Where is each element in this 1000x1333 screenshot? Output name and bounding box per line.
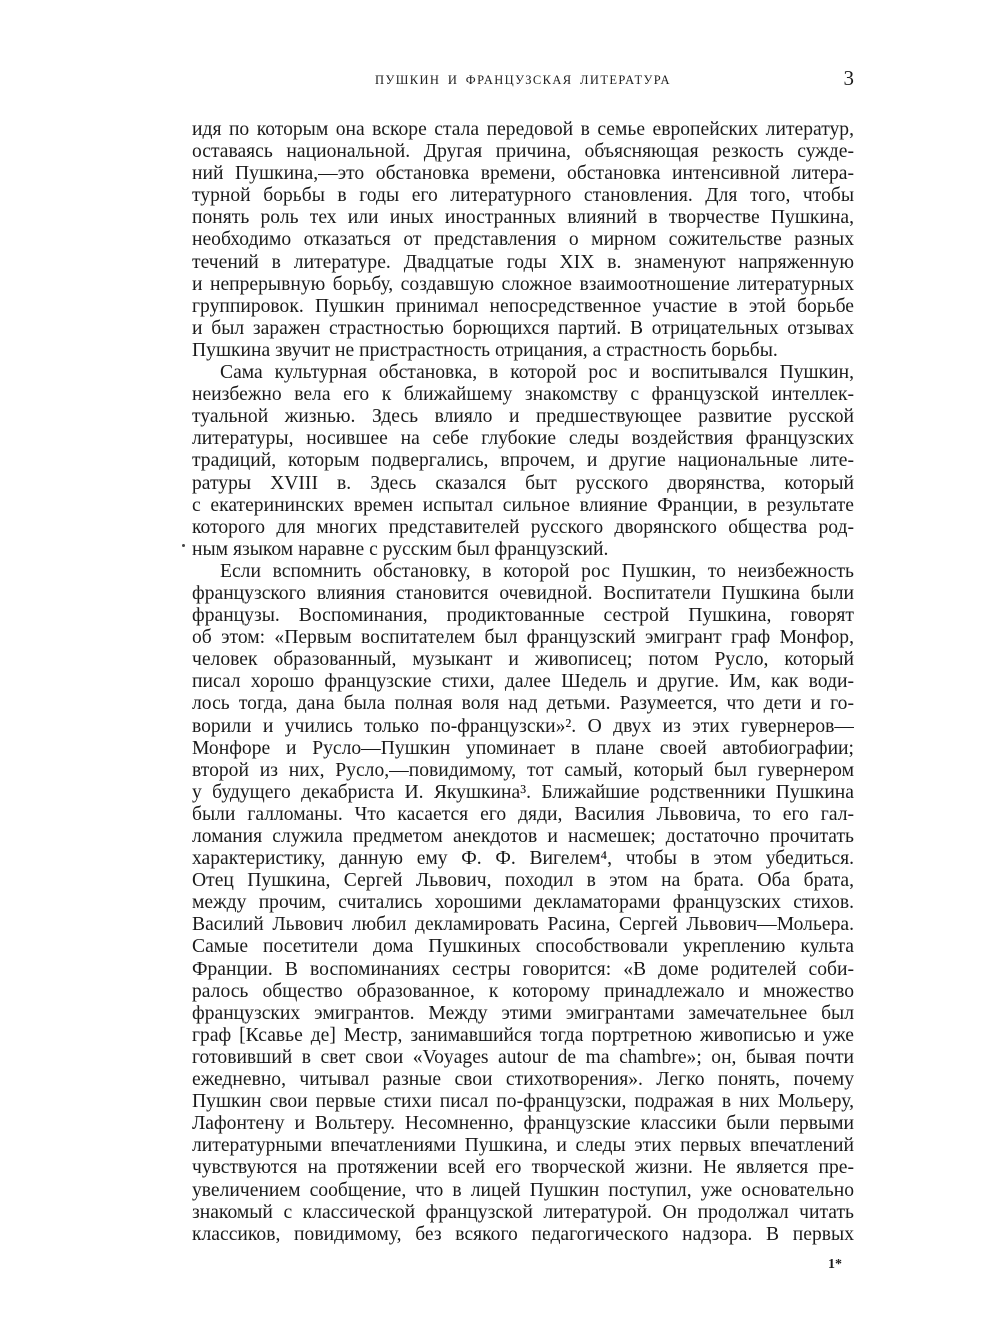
body-text [192, 119, 854, 1246]
text-line: Лафонтену и Вольтеру. Несомненно, французские классики были первыми [192, 1113, 854, 1135]
text-line: об этом: «Первым воспитателем был французский эмигрант граф Монфор, [192, 627, 854, 649]
text-line: Самые посетители дома Пушкиных способствовали укреплению культа [192, 936, 854, 958]
text-line: классиков, повидимому, без всякого педагогического надзора. В первых [192, 1223, 854, 1245]
text-line: Пушкин свои первые стихи писал по-французски, подражая в них Мольеру, [192, 1091, 854, 1113]
text-line: литературными впечатлениями Пушкина, и следы этих первых впечатлений [192, 1135, 854, 1157]
text-line: готовивший в свет свои «Voyages autour de ma chambre»; он, бывая почти [192, 1046, 854, 1068]
text-line: Франции. В воспоминаниях сестры говорится: «В доме родителей соби- [192, 958, 854, 980]
text-line: традиций, которым подвергались, впрочем, и другие национальные лите- [192, 450, 854, 472]
text-line: Если вспомнить обстановку, в которой рос Пушкин, то неизбежность [220, 560, 854, 582]
text-line: увеличением сообщение, что в лицей Пушкин поступил, уже основательно [192, 1179, 854, 1201]
text-line: литературы, носившее на себе глубокие следы воздействия французских [192, 428, 854, 450]
text-line: ворили и учились только по-французски»². О двух из этих гувернеров— [192, 715, 854, 737]
text-line: Пушкина звучит не пристрастность отрицания, а страстность борьбы. [192, 339, 778, 361]
text-line: неизбежно вела его к ближайшему знакомству с французской интеллек- [192, 384, 854, 406]
text-line: между прочим, считались хорошими декламаторами французских стихов. [192, 892, 854, 914]
running-title: ПУШКИН И ФРАНЦУЗСКАЯ ЛИТЕРАТУРА [375, 73, 671, 87]
text-line: ным языком наравне с русским был французский. [192, 538, 609, 560]
text-line: ратуры XVIII в. Здесь сказался быт русского дворянства, который [192, 472, 854, 494]
text-line: граф [Ксавье де] Местр, занимавшийся тогда портретною живописью и уже [192, 1024, 854, 1046]
text-line: оставаясь национальной. Другая причина, объясняющая резкость сужде- [192, 141, 854, 163]
text-line: Отец Пушкина, Сергей Львович, походил в этом на брата. Оба брата, [192, 870, 854, 892]
margin-mark [182, 544, 185, 547]
text-line: писал хорошо французские стихи, далее Шедель и другие. Им, как води- [192, 671, 854, 693]
text-line: французского влияния становится очевидной. Воспитатели Пушкина были [192, 582, 854, 604]
text-line: с екатерининских времен испытал сильное влияние Франции, в результате [192, 494, 854, 516]
text-line: у будущего декабриста И. Якушкина³. Ближайшие родственники Пушкина [192, 781, 854, 803]
text-line: и непрерывную борьбу, создавшую сложное взаимоотношение литературных [192, 273, 854, 295]
text-line: Василий Львович любил декламировать Расина, Сергей Львович—Мольера. [192, 914, 854, 936]
text-line: чувствуются на протяжении всей его творческой жизни. Не является пре- [192, 1157, 854, 1179]
text-line: туальной жизнью. Здесь влияло и предшествующее развитие русской [192, 406, 854, 428]
text-line: идя по которым она вскоре стала передовой в семье европейских литератур, [192, 119, 854, 140]
text-line: которого для многих представителей русского дворянского общества род- [192, 516, 854, 538]
text-line: ломания служила предметом анекдотов и насмешек; достаточно прочитать [192, 826, 854, 847]
text-line: группировок. Пушкин принимал непосредственное участие в этой борьбе [192, 295, 854, 317]
text-line: течений в литературе. Двадцатые годы XIX в. знаменуют напряженную [192, 251, 854, 273]
text-line: ралось общество образованное, к которому принадлежало и множество [192, 980, 854, 1002]
text-line: второй из них, Русло,—повидимому, тот самый, который был гувернером [192, 759, 854, 781]
signature-mark: 1* [828, 1257, 842, 1272]
text-line: необходимо отказаться от представления о мирном сожительстве разных [192, 229, 854, 251]
text-line: Монфоре и Русло—Пушкин упоминает в плане своей автобиографии; [192, 737, 854, 759]
text-line: турной борьбы в годы его литературного становления. Для того, чтобы [192, 185, 854, 207]
text-line: знакомый с классической французской литературой. Он продолжал читать [192, 1201, 854, 1223]
text-line: человек образованный, музыкант и живописец; потом Русло, который [192, 649, 854, 671]
text-line: понять роль тех или иных иностранных влияний в творчестве Пушкина, [192, 207, 854, 229]
text-line: ежедневно, читывал разные свои стихотворения». Легко понять, почему [192, 1069, 854, 1091]
page-number: 3 [843, 66, 854, 90]
text-line: и был заражен страстностью борющихся партий. В отрицательных отзывах [192, 317, 854, 339]
text-line: лось тогда, дана была полная воля над детьми. Разумеется, что дети и го- [192, 693, 854, 715]
text-line: ний Пушкина,—это обстановка времени, обстановка интенсивной литера- [192, 163, 854, 185]
text-line: французы. Воспоминания, продиктованные сестрой Пушкина, говорят [192, 605, 854, 627]
text-line: характеристику, данную ему Ф. Ф. Вигелем⁴, чтобы в этом убедиться. [192, 848, 854, 870]
text-line: Сама культурная обстановка, в которой рос и воспитывался Пушкин, [220, 362, 854, 384]
text-line: французских эмигрантов. Между этими эмигрантами замечательнее был [192, 1002, 854, 1024]
page-header [192, 66, 854, 98]
text-line: были галломаны. Что касается его дяди, Василия Львовича, то его гал- [192, 803, 854, 825]
